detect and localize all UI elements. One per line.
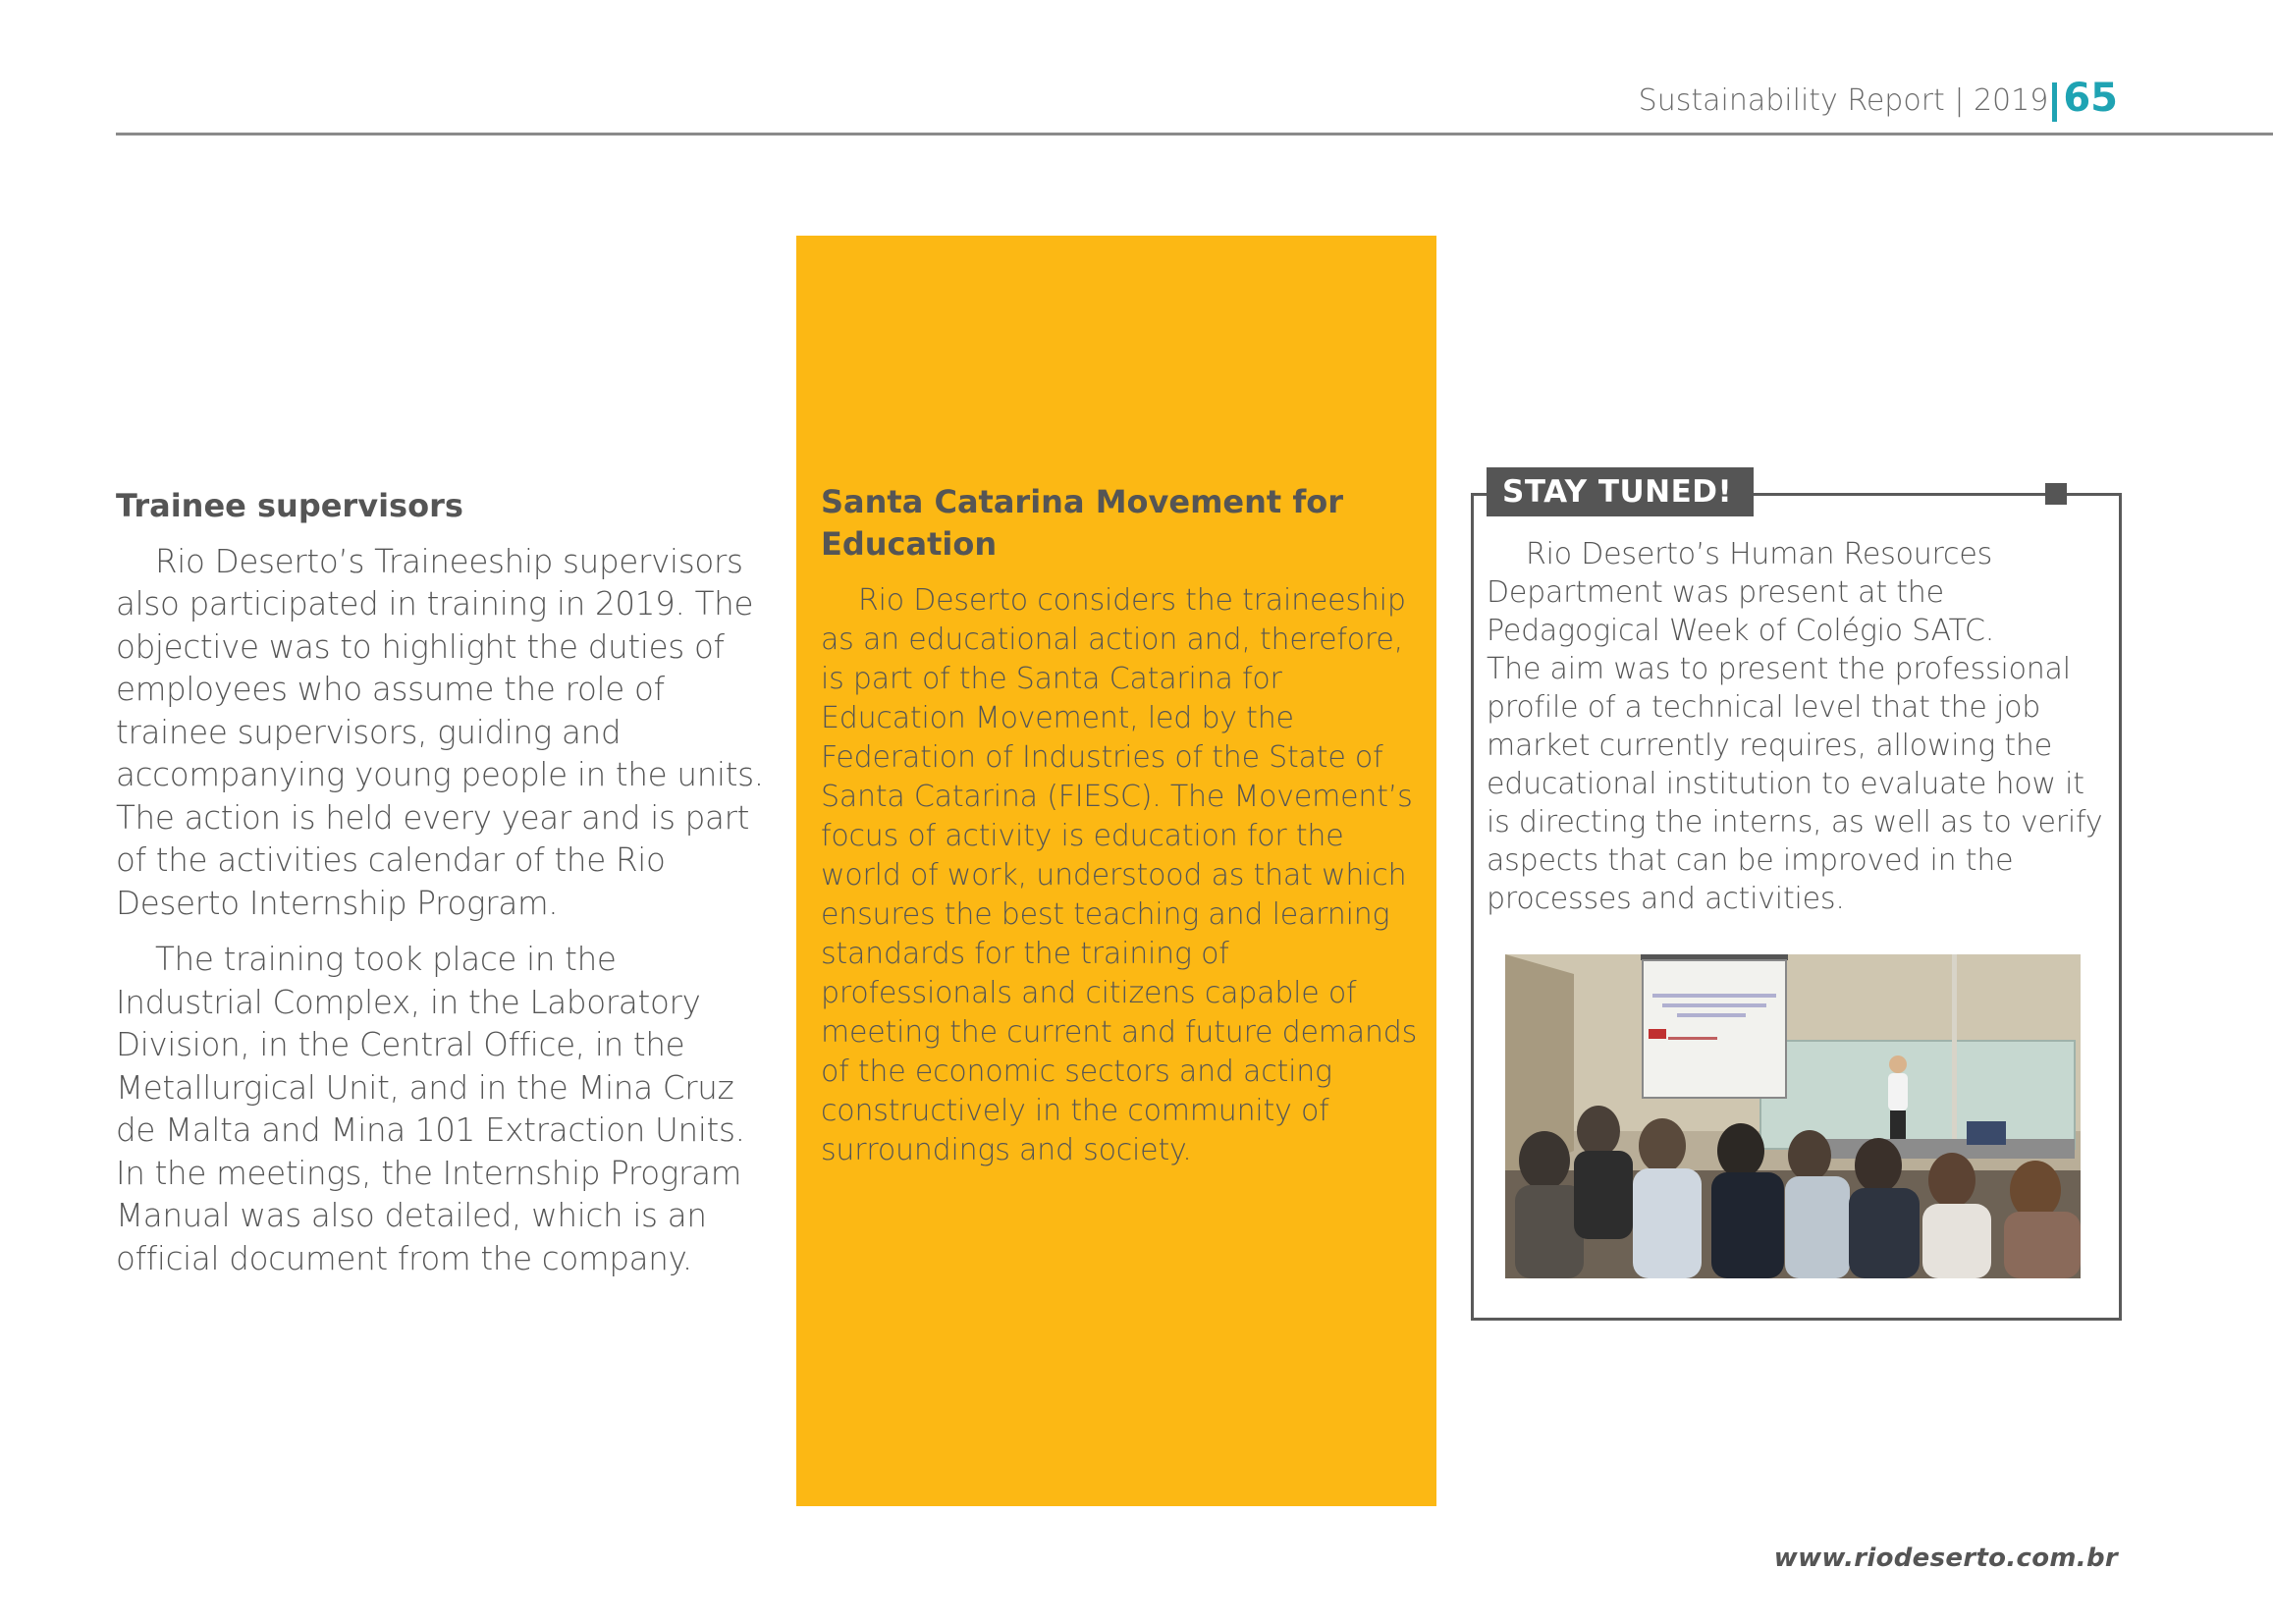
header-accent-bar — [2052, 82, 2057, 122]
header-divider — [116, 133, 2273, 135]
santa-catarina-movement-section — [821, 481, 1422, 1170]
classroom-presentation-photo — [1505, 954, 2081, 1278]
website-url: www.riodeserto.com.br — [1773, 1543, 2118, 1573]
trainee-supervisors-heading: Trainee supervisors — [116, 487, 463, 524]
stay-tuned-label: STAY TUNED! — [1487, 467, 1754, 516]
stay-tuned-paragraph-1: Rio Deserto’s Human Resources Department was present at the Pedagogical Week of Colégio SATC. — [1487, 537, 1995, 648]
page-header — [1639, 73, 2118, 122]
report-title: Sustainability Report | 2019 — [1638, 83, 2049, 118]
santa-catarina-movement-heading: Santa Catarina Movement for Education — [821, 483, 1344, 563]
santa-catarina-movement-paragraph: Rio Deserto considers the traineeship as an educational action and, therefore, is part of the Santa Catarina for Education Movement, led by the Federation of Industries of the State of Santa Catarina (FIESC). The Movement’s focus of activity is education for the world of work, understood as that which ensures the best teaching and learning standards for the training of professionals and citizens capable of meeting the current and future demands of the economic sectors and acting constructively in the community of surroundings and society. — [821, 583, 1418, 1167]
trainee-supervisors-paragraph-1: Rio Deserto’s Traineeship supervisors also participated in training in 2019. The objective was to highlight the duties of employees who assume the role of trainee supervisors, guiding and accompanying young people in the units. The action is held every year and is part of the activities calendar of the Rio Deserto Internship Program. — [116, 542, 764, 922]
page-number: 65 — [2063, 76, 2118, 121]
trainee-supervisors-paragraph-2: The training took place in the Industrial Complex, in the Laboratory Division, in the Central Office, in the Metallurgical Unit, and in the Mina Cruz de Malta and Mina 101 Extraction Units. In the meetings, the Internship Program Manual was also detailed, which is an official document from the company. — [116, 941, 745, 1277]
stay-tuned-paragraph-2: The aim was to present the professional profile of a technical level that the job market currently requires, allowing the educational institution to evaluate how it is directing the interns, as well as to verify aspects that can be improved in the processes and activities. — [1487, 652, 2103, 916]
trainee-supervisors-section — [116, 486, 764, 1294]
stay-tuned-text — [1487, 535, 2103, 918]
box-corner-square-icon — [2045, 483, 2067, 505]
